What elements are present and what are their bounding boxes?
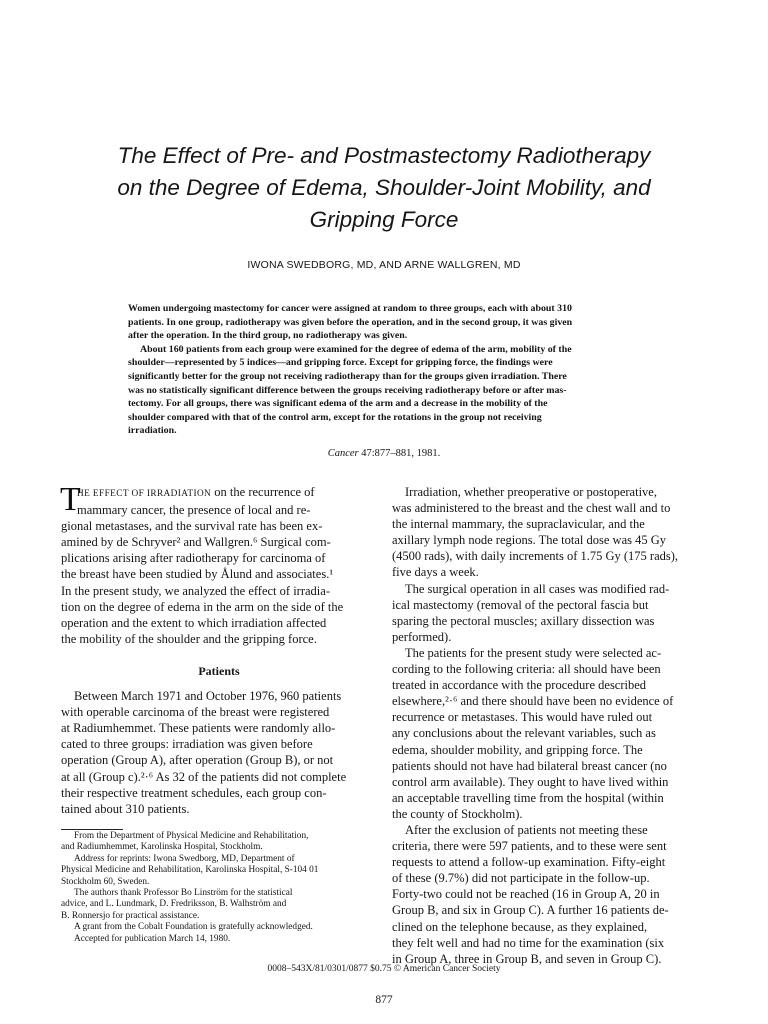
footnote-line: A grant from the Cobalt Foundation is gratefully acknowledged. [74, 922, 313, 933]
body-line: patients should not have had bilateral breast cancer (no [392, 758, 667, 773]
citation-reference: 47:877–881, 1981. [358, 448, 441, 459]
body-line: axillary lymph node regions. The total dose was 45 Gy [392, 533, 667, 548]
body-line: any conclusions about the relevant variables, such as [392, 726, 656, 741]
footnote-line: Accepted for publication March 14, 1980. [74, 933, 231, 944]
body-line: control arm available). They ought to have lived within [392, 774, 669, 789]
body-line: of these (9.7%) did not participate in the follow-up. [392, 871, 650, 886]
intro-smallcaps: HE EFFECT OF IRRADIATION [77, 489, 212, 499]
body-line: the county of Stockholm). [392, 806, 523, 821]
left-column [60, 481, 377, 817]
body-line: Group B, and six in Group C). A further 16 patients de- [392, 903, 669, 918]
body-line: Between March 1971 and October 1976, 960 patients [74, 689, 342, 704]
abstract-line: was no statistically significant difference between the groups receiving radiotherapy before or after mas- [128, 384, 567, 396]
body-line: five days a week. [392, 565, 479, 580]
footnote-line: B. Ronnersjo for practical assistance. [61, 910, 200, 921]
intro-first-line [61, 484, 377, 502]
body-line: criteria, there were 597 patients, and to these were sent [392, 839, 667, 854]
body-line: operation (Group A), after operation (Group B), or not [61, 753, 334, 768]
footnote-line: Address for reprints: Iwona Swedborg, MD, Department of [74, 853, 295, 864]
article-title [40, 140, 728, 236]
body-line: cated to three groups: irradiation was given before [61, 737, 313, 752]
body-line: tion on the degree of edema in the arm on the side of the [61, 599, 344, 614]
right-column [392, 484, 710, 967]
abstract-line: Women undergoing mastectomy for cancer were assigned at random to three groups, each with about 310 [128, 303, 572, 314]
body-line: After the exclusion of patients not meeting these [405, 822, 648, 837]
abstract-line: About 160 patients from each group were examined for the degree of edema of the arm, mobility of the [140, 343, 572, 355]
body-line: recurrence or metastases. This would have ruled out [392, 710, 653, 725]
section-heading-patients: Patients [198, 663, 240, 678]
footnote-divider [61, 829, 123, 830]
drop-cap: T [60, 481, 81, 518]
abstract-line: shoulder compared with that of the control arm, except for the rotations in the group not receiving [128, 411, 542, 423]
body-line: (4500 rads), with daily increments of 1.75 Gy (175 rads), [392, 549, 679, 564]
copyright-line: 0008–543X/81/0301/0877 $0.75 © American Cancer Society [267, 964, 501, 974]
footnotes [61, 831, 379, 945]
body-line: ical mastectomy (removal of the pectoral fascia but [392, 597, 649, 612]
body-line: their respective treatment schedules, each group con- [61, 785, 327, 800]
body-line: amined by de Schryver² and Wallgren.⁶ Surgical com- [61, 535, 331, 550]
body-line: Forty-two could not be reached (16 in Group A, 20 in [392, 887, 660, 902]
body-line: plications arising after radiotherapy for carcinoma of [61, 551, 326, 566]
body-line: performed). [392, 629, 452, 644]
abstract-line: patients. In one group, radiotherapy was given before the operation, and in the second group, it was given [128, 316, 573, 328]
body-line: In the present study, we analyzed the effect of irradia- [61, 583, 330, 598]
footnote-line: Stockholm 60, Sweden. [61, 876, 150, 887]
page-number: 877 [375, 994, 393, 1006]
author-list: IWONA SWEDBORG, MD, AND ARNE WALLGREN, MD [247, 259, 521, 271]
intro-first-rest: on the recurrence of [211, 485, 315, 499]
body-line: sparing the pectoral muscles; axillary dissection was [392, 613, 655, 628]
title-line: Gripping Force [309, 207, 459, 232]
body-line: in Group A, three in Group B, and seven in Group C). [392, 951, 662, 966]
body-line: at Radiumhemmet. These patients were randomly allo- [61, 721, 336, 736]
body-line: mammary cancer, the presence of local and re- [77, 503, 311, 518]
citation-journal: Cancer [327, 448, 359, 459]
footnote-line: From the Department of Physical Medicine and Rehabilitation, [74, 831, 309, 841]
abstract-line: significantly better for the group not receiving radiotherapy than for the groups given irradiation. There [128, 370, 567, 382]
body-line: with operable carcinoma of the breast were registered [61, 705, 330, 720]
title-line: on the Degree of Edema, Shoulder-Joint Mobility, and [117, 175, 651, 200]
footnote-line: advice, and L. Lundmark, D. Fredriksson, B. Walhström and [61, 899, 287, 910]
body-line: treated in accordance with the procedure described [392, 678, 647, 693]
body-line: at all (Group c).²·⁶ As 32 of the patients did not complete [61, 769, 347, 784]
title-line: The Effect of Pre- and Postmastectomy Radiotherapy [117, 143, 651, 168]
abstract-line: irradiation. [128, 425, 177, 437]
abstract-line: after the operation. In the third group, no radiotherapy was given. [128, 330, 408, 342]
body-line: The surgical operation in all cases was modified rad- [405, 581, 670, 596]
body-line: cording to the following criteria: all should have been [392, 662, 661, 677]
body-line: the mobility of the shoulder and the gripping force. [61, 631, 317, 646]
body-line: was administered to the breast and the chest wall and to [392, 501, 671, 516]
body-line: operation and the extent to which irradiation affected [61, 615, 327, 630]
body-line: edema, shoulder mobility, and gripping force. The [392, 742, 643, 757]
footnote-line: Physical Medicine and Rehabilitation, Karolinska Hospital, S-104 01 [61, 865, 319, 876]
body-line: requests to attend a follow-up examination. Fifty-eight [392, 855, 666, 870]
footnote-line: and Radiumhemmet, Karolinska Hospital, Stockholm. [61, 842, 263, 853]
body-line: elsewhere,²·⁶ and there should have been no evidence of [392, 694, 674, 709]
body-line: the internal mammary, the supraclavicular, and the [392, 517, 645, 532]
body-line: The patients for the present study were selected ac- [405, 645, 662, 660]
body-line: clined on the telephone because, as they explained, [392, 919, 648, 934]
body-line: they felt well and had no time for the examination (six [392, 935, 665, 950]
body-line: the breast have been studied by Ålund and associates.¹ [61, 567, 334, 582]
footnote-line: The authors thank Professor Bo Linström for the statistical [74, 888, 293, 899]
body-line: Irradiation, whether preoperative or postoperative, [405, 485, 657, 499]
body-line: tained about 310 patients. [61, 801, 190, 816]
abstract-line: shoulder—represented by 5 indices—and gripping force. Except for gripping force, the findings were [128, 357, 553, 369]
abstract [128, 302, 640, 438]
body-line: an acceptable travelling time from the hospital (within [392, 790, 664, 805]
abstract-line: tectomy. For all groups, there was significant edema of the arm and a decrease in the mobility of the [128, 398, 548, 410]
body-line: gional metastases, and the survival rate has been ex- [61, 519, 323, 534]
journal-citation [128, 448, 640, 459]
